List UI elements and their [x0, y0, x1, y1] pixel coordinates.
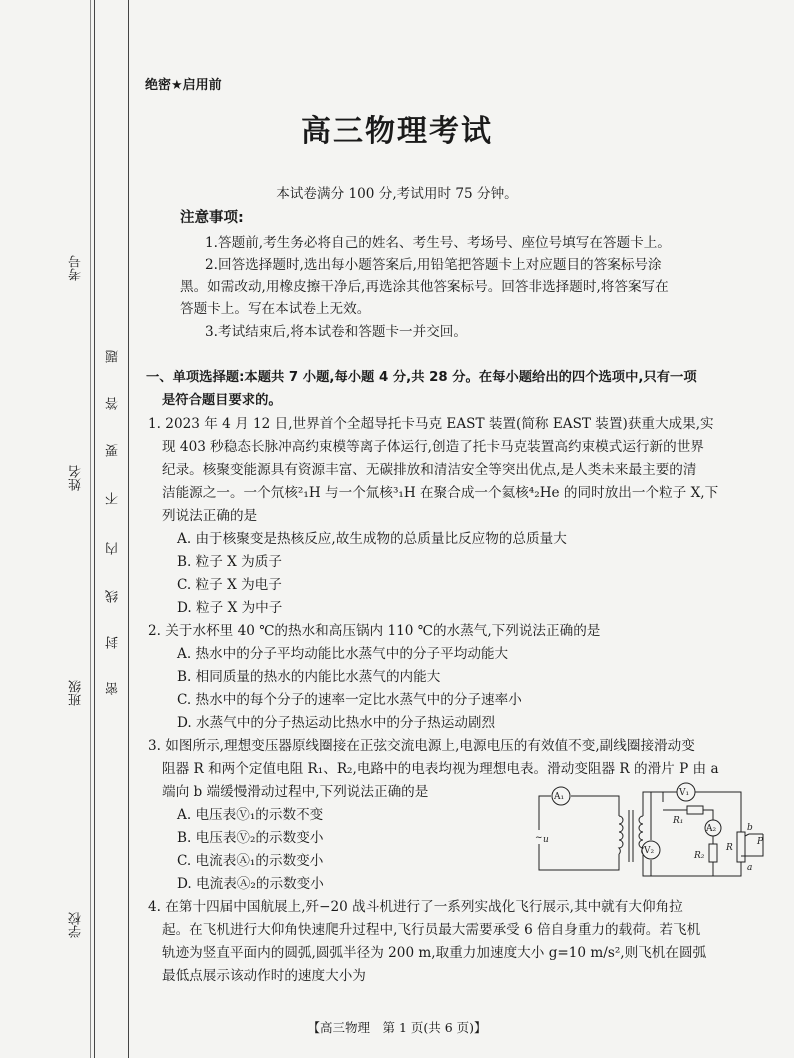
binding-line-seal — [128, 0, 129, 1058]
question-4-line: 轨迹为竖直平面内的圆弧,圆弧半径为 200 m,取重力加速度大小 g=10 m/s²,则飞机在圆弧 — [162, 945, 707, 961]
question-2-option: A. 热水中的分子平均动能比水蒸气中的分子平均动能大 — [177, 646, 509, 662]
question-1-line: 洁能源之一。一个氘核²₁H 与一个氚核³₁H 在聚合成一个氦核⁴₂He 的同时放出一个粒子 X,下 — [162, 485, 719, 501]
notice-line: 2.回答选择题时,选出每小题答案后,用铅笔把答题卡上对应题目的答案标号涂 — [205, 257, 662, 273]
binding-line-outer — [90, 0, 91, 1058]
transformer-circuit-diagram — [527, 770, 779, 890]
question-1-option: C. 粒子 X 为电子 — [177, 577, 282, 593]
seal-word: 内 — [106, 542, 121, 555]
slider-arrow — [745, 834, 749, 836]
label-a: a — [747, 863, 753, 873]
question-1-line: 纪录。核聚变能源具有资源丰富、无碳排放和清洁安全等突出优点,是人类未来最主要的清 — [162, 462, 697, 478]
question-1-line: 现 403 秒稳态长脉冲高约束模等离子体运行,创造了托卡马克装置高约束模式运行新的世界 — [162, 439, 704, 455]
label-v2: V₂ — [644, 846, 655, 856]
primary-wire — [539, 796, 619, 870]
question-2-option: D. 水蒸气中的分子热运动比热水中的分子热运动剧烈 — [177, 715, 496, 731]
seal-word: 线 — [106, 590, 121, 603]
label-u: u — [543, 835, 549, 845]
notice-line: 1.答题前,考生务必将自己的姓名、考生号、考场号、座位号填写在答题卡上。 — [205, 235, 671, 251]
binding-line-inner — [94, 0, 95, 1058]
field-exam-number — [56, 255, 96, 285]
label-a1: A₁ — [554, 792, 565, 802]
resistor-r1 — [687, 806, 703, 814]
question-3-line: 端向 b 端缓慢滑动过程中,下列说法正确的是 — [162, 784, 429, 800]
rheostat-r — [737, 832, 745, 862]
question-1-option: B. 粒子 X 为质子 — [177, 554, 282, 570]
primary-coil — [619, 816, 623, 854]
section-heading: 一、单项选择题:本题共 7 小题,每小题 4 分,共 28 分。在每小题给出的四个选项中,只有一项 — [146, 370, 697, 385]
question-2-option: C. 热水中的每个分子的速率一定比水蒸气中的分子速率小 — [177, 692, 522, 708]
section-heading: 是符合题目要求的。 — [162, 393, 282, 408]
notice-heading: 注意事项: — [180, 210, 244, 226]
secondary-wire — [643, 792, 741, 876]
seal-word: 要 — [106, 444, 121, 457]
seal-word: 题 — [106, 350, 121, 363]
question-3-option: B. 电压表Ⓥ₂的示数变小 — [177, 830, 324, 846]
seal-word: 密 — [106, 682, 121, 695]
seal-word: 封 — [106, 636, 121, 649]
page-title: 高三物理考试 — [301, 114, 493, 149]
field-school-label: 学校 — [68, 912, 84, 938]
question-3-option: C. 电流表Ⓐ₁的示数变小 — [177, 853, 324, 869]
question-1-line: 1. 2023 年 4 月 12 日,世界首个全超导托卡马克 EAST 装置(简称 EAST 装置)获重大成果,实 — [148, 416, 714, 432]
page-footer: 【高三物理 第 1 页(共 6 页)】 — [307, 1020, 487, 1035]
question-1-option: D. 粒子 X 为中子 — [177, 600, 283, 616]
question-4-line: 最低点展示该动作时的速度大小为 — [162, 968, 366, 984]
label-a2: A₂ — [706, 824, 717, 834]
resistor-r2 — [709, 844, 717, 862]
label-tilde: ~ — [535, 833, 543, 843]
secret-mark: 绝密★启用前 — [145, 78, 222, 93]
label-p: P — [757, 837, 764, 847]
field-name-label: 姓名 — [68, 465, 84, 491]
question-4-line: 4. 在第十四届中国航展上,歼−20 战斗机进行了一系列实战化飞行展示,其中就有大仰角拉 — [148, 899, 683, 915]
field-name — [56, 465, 96, 495]
notice-line: 答题卡上。写在本试卷上无效。 — [180, 301, 371, 317]
question-2-option: B. 相同质量的热水的内能比水蒸气的内能大 — [177, 669, 441, 685]
question-1-option: A. 由于核聚变是热核反应,故生成物的总质量比反应物的总质量大 — [177, 531, 567, 547]
question-3-option: D. 电流表Ⓐ₂的示数变小 — [177, 876, 324, 892]
question-4-line: 起。在飞机进行大仰角快速爬升过程中,飞行员最大需要承受 6 倍自身重力的载荷。若飞机 — [162, 922, 701, 938]
question-1-line: 列说法正确的是 — [162, 508, 258, 524]
question-3-line: 3. 如图所示,理想变压器原线圈接在正弦交流电源上,电源电压的有效值不变,副线圈接滑动变 — [148, 738, 695, 754]
label-r2: R₂ — [694, 851, 705, 861]
label-b: b — [747, 823, 753, 833]
binding-margin — [0, 0, 130, 1058]
label-r1: R₁ — [673, 816, 684, 826]
question-3-line: 阻器 R 和两个定值电阻 R₁、R₂,电路中的电表均视为理想电表。滑动变阻器 R 的滑片 P 由 a — [162, 761, 719, 777]
label-r: R — [726, 843, 733, 853]
field-exam-number-label: 考号 — [68, 255, 84, 281]
score-info: 本试卷满分 100 分,考试用时 75 分钟。 — [276, 186, 518, 202]
notice-line: 3.考试结束后,将本试卷和答题卡一并交回。 — [205, 324, 467, 340]
question-3-option: A. 电压表Ⓥ₁的示数不变 — [177, 807, 324, 823]
notice-line: 黑。如需改动,用橡皮擦干净后,再选涂其他答案标号。回答非选择题时,将答案写在 — [180, 279, 669, 295]
seal-word: 不 — [106, 492, 121, 505]
field-class — [56, 680, 96, 710]
label-v1: V₁ — [679, 788, 690, 798]
question-2-line: 2. 关于水杯里 40 ℃的热水和高压锅内 110 ℃的水蒸气,下列说法正确的是 — [148, 623, 601, 639]
field-school — [56, 912, 96, 942]
seal-word: 答 — [106, 397, 121, 410]
field-class-label: 班级 — [68, 680, 84, 706]
